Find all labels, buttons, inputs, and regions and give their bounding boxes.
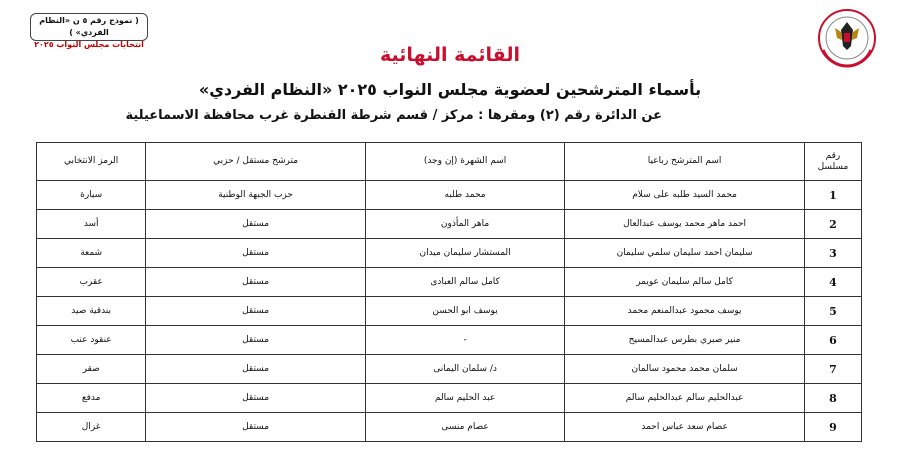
table-row <box>37 384 862 413</box>
candidate-affiliation: مستقل <box>146 413 366 442</box>
candidate-name: عصام سعد عباس احمد <box>565 413 805 442</box>
candidate-fame-name: - <box>365 326 564 355</box>
candidate-fame-name: ماهر المأذون <box>365 210 564 239</box>
candidates-table <box>36 142 862 442</box>
candidate-symbol: أسد <box>37 210 146 239</box>
header-serial: رقم مسلسل <box>804 143 861 181</box>
candidate-affiliation: مستقل <box>146 384 366 413</box>
page-title: القائمة النهائية <box>380 44 520 66</box>
candidate-affiliation: مستقل <box>146 326 366 355</box>
candidate-symbol: بندقية صيد <box>37 297 146 326</box>
candidate-name: منير صبري بطرس عبدالمسيح <box>565 326 805 355</box>
row-number: 5 <box>804 297 861 326</box>
form-number-box <box>30 13 148 49</box>
candidate-fame-name: كامل سالم العبادى <box>365 268 564 297</box>
row-number: 1 <box>804 181 861 210</box>
candidate-symbol: غزال <box>37 413 146 442</box>
table-row <box>37 239 862 268</box>
candidate-fame-name: عصام منسى <box>365 413 564 442</box>
table-row <box>37 297 862 326</box>
candidate-name: سليمان احمد سليمان سلمي سليمان <box>565 239 805 268</box>
row-number: 8 <box>804 384 861 413</box>
row-number: 9 <box>804 413 861 442</box>
candidate-fame-name: محمد طلبه <box>365 181 564 210</box>
candidate-symbol: سيارة <box>37 181 146 210</box>
candidate-affiliation: حزب الجبهة الوطنية <box>146 181 366 210</box>
row-number: 2 <box>804 210 861 239</box>
candidate-name: عبدالحليم سالم عبدالحليم سالم <box>565 384 805 413</box>
election-name-label: انتخابات مجلس النواب ٢٠٢٥ <box>34 40 144 49</box>
table-row <box>37 413 862 442</box>
header-fame: اسم الشهرة (إن وجد) <box>365 143 564 181</box>
candidate-name: كامل سالم سليمان عويمر <box>565 268 805 297</box>
candidate-affiliation: مستقل <box>146 268 366 297</box>
header-name: اسم المترشح رباعيا <box>565 143 805 181</box>
candidate-name: احمد ماهر محمد يوسف عبدالعال <box>565 210 805 239</box>
candidate-symbol: مدفع <box>37 384 146 413</box>
candidate-affiliation: مستقل <box>146 210 366 239</box>
candidate-symbol: صقر <box>37 355 146 384</box>
candidate-name: يوسف محمود عبدالمنعم محمد <box>565 297 805 326</box>
table-row <box>37 268 862 297</box>
header-symbol: الرمز الانتخابي <box>37 143 146 181</box>
candidate-symbol: عنقود عنب <box>37 326 146 355</box>
candidate-name: سلمان محمد محمود سالمان <box>565 355 805 384</box>
candidate-affiliation: مستقل <box>146 297 366 326</box>
table-row <box>37 355 862 384</box>
table-header-row <box>37 143 862 181</box>
row-number: 4 <box>804 268 861 297</box>
table-row <box>37 326 862 355</box>
form-number-label: ( نموذج رقم ٥ ن «النظام الفردي» ) <box>39 16 139 37</box>
table-row <box>37 210 862 239</box>
row-number: 3 <box>804 239 861 268</box>
candidate-affiliation: مستقل <box>146 355 366 384</box>
table-row <box>37 181 862 210</box>
candidate-affiliation: مستقل <box>146 239 366 268</box>
row-number: 6 <box>804 326 861 355</box>
candidate-fame-name: المستشار سليمان ميدان <box>365 239 564 268</box>
page-subtitle: بأسماء المترشحين لعضوية مجلس النواب ٢٠٢٥ «النظام الفردي» <box>198 80 702 99</box>
circuit-info: عن الدائرة رقم (٢) ومقرها : مركز / قسم شرطة القنطرة غرب محافظة الاسماعيلية <box>125 108 662 123</box>
candidate-symbol: عقرب <box>37 268 146 297</box>
candidate-fame-name: عبد الحليم سالم <box>365 384 564 413</box>
row-number: 7 <box>804 355 861 384</box>
candidate-name: محمد السيد طلبه على سلام <box>565 181 805 210</box>
candidate-fame-name: د/ سلمان اليمانى <box>365 355 564 384</box>
header-affiliation: مترشح مستقل / حزبي <box>146 143 366 181</box>
candidate-fame-name: يوسف ابو الحسن <box>365 297 564 326</box>
candidate-symbol: شمعة <box>37 239 146 268</box>
